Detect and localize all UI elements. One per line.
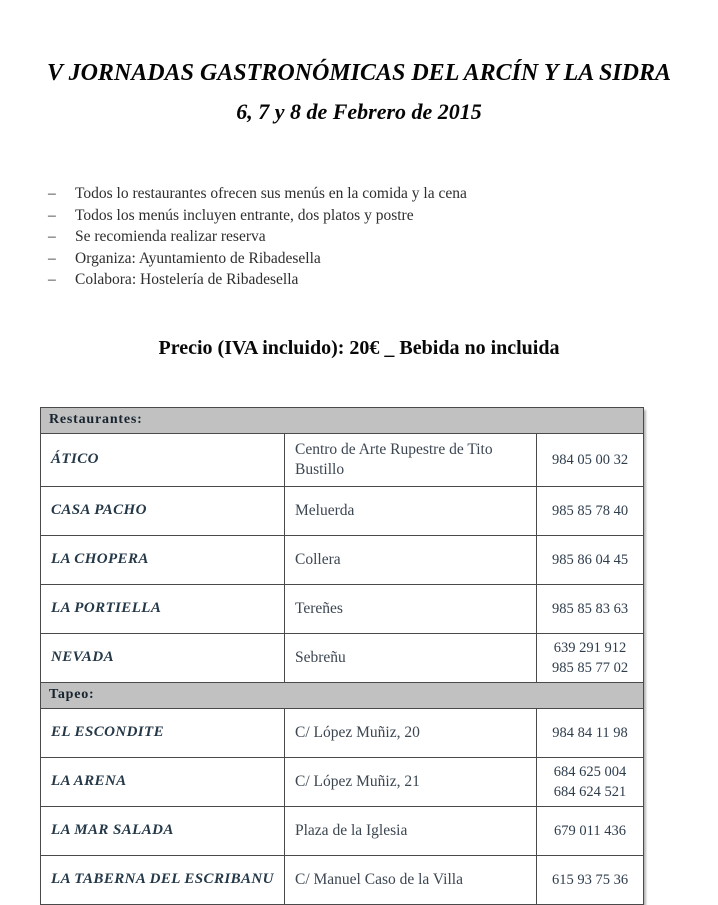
table-row-la-taberna-del-escribanu — [41, 855, 644, 904]
restaurant-phone — [537, 584, 644, 633]
phone-number: 984 84 11 98 — [552, 724, 628, 741]
table-row-la-arena — [41, 757, 644, 806]
restaurant-phone — [537, 535, 644, 584]
restaurant-phone — [537, 757, 644, 806]
restaurant-name: LA PORTIELLA — [41, 584, 285, 633]
table-row-la-portiella — [41, 584, 644, 633]
bullet-item — [48, 183, 718, 205]
restaurant-phone — [537, 633, 644, 682]
restaurant-phone — [537, 708, 644, 757]
bullet-item — [48, 269, 718, 291]
title-block — [0, 0, 718, 125]
restaurant-name: LA ARENA — [41, 757, 285, 806]
bullet-dash: – — [48, 249, 56, 267]
bullet-dash: – — [48, 185, 56, 202]
restaurant-location: C/ Manuel Caso de la Villa — [285, 855, 537, 904]
section-header-tapeo — [41, 682, 644, 708]
restaurant-name: LA TABERNA DEL ESCRIBANU — [41, 855, 285, 904]
bullet-dash: – — [48, 228, 56, 245]
restaurant-location: Tereñes — [285, 584, 537, 633]
table-row-el-escondite — [41, 708, 644, 757]
bullet-text: Organiza: Ayuntamiento de Ribadesella — [75, 249, 321, 267]
page-subtitle: 6, 7 y 8 de Febrero de 2015 — [236, 99, 482, 124]
phone-number: 615 93 75 36 — [551, 871, 629, 888]
restaurant-phone — [537, 433, 644, 486]
bullet-item — [48, 248, 718, 270]
bullet-list — [48, 183, 718, 291]
restaurant-name: LA MAR SALADA — [41, 806, 285, 855]
restaurant-location: Centro de Arte Rupestre de Tito Bustillo — [285, 433, 537, 486]
restaurant-location: Plaza de la Iglesia — [285, 806, 537, 855]
page-title: V JORNADAS GASTRONÓMICAS DEL ARCÍN Y LA SIDRA — [47, 60, 671, 86]
restaurant-name: EL ESCONDITE — [41, 708, 285, 757]
phone-number: 985 85 83 63 — [551, 600, 629, 617]
restaurant-location: Meluerda — [285, 486, 537, 535]
price-line: Precio (IVA incluido): 20€ _ Bebida no incluida — [158, 336, 560, 359]
restaurant-location: Sebreñu — [285, 633, 537, 682]
restaurant-name: ÁTICO — [41, 433, 285, 486]
restaurant-name: CASA PACHO — [41, 486, 285, 535]
restaurant-phone — [537, 486, 644, 535]
table-row-nevada — [41, 633, 644, 682]
bullet-item — [48, 205, 718, 227]
restaurant-name: NEVADA — [41, 633, 285, 682]
restaurants-table — [40, 407, 644, 905]
phone-number: 679 011 436 — [554, 822, 626, 839]
bullet-dash: – — [48, 271, 56, 288]
restaurant-phone — [537, 855, 644, 904]
restaurant-name: LA CHOPERA — [41, 535, 285, 584]
section-header-restaurantes — [41, 407, 644, 433]
restaurant-location: Collera — [285, 535, 537, 584]
bullet-item — [48, 226, 718, 248]
table-row-atico — [41, 433, 644, 486]
restaurant-phone — [537, 806, 644, 855]
bullet-text: Todos los menús incluyen entrante, dos platos y postre — [75, 206, 414, 224]
bullet-text: Colabora: Hostelería de Ribadesella — [75, 271, 299, 288]
phone-number: 985 86 04 45 — [551, 551, 629, 568]
bullet-dash: – — [48, 206, 56, 224]
table-row-casa-pacho — [41, 486, 644, 535]
bullet-text: Se recomienda realizar reserva — [75, 228, 266, 245]
restaurant-location: C/ López Muñiz, 21 — [285, 757, 537, 806]
phone-number: 984 05 00 32 — [551, 451, 629, 468]
section-header-label: Restaurantes: — [41, 407, 644, 433]
phone-number: 985 85 77 02 — [551, 659, 629, 676]
table-row-la-mar-salada — [41, 806, 644, 855]
phone-number: 985 85 78 40 — [551, 502, 629, 519]
phone-number: 684 624 521 — [553, 783, 627, 800]
phone-number: 639 291 912 — [553, 639, 627, 656]
table-row-la-chopera — [41, 535, 644, 584]
bullet-text: Todos lo restaurantes ofrecen sus menús en la comida y la cena — [75, 185, 467, 202]
phone-number: 684 625 004 — [553, 763, 627, 780]
restaurant-location: C/ López Muñiz, 20 — [285, 708, 537, 757]
section-header-label: Tapeo: — [41, 682, 644, 708]
